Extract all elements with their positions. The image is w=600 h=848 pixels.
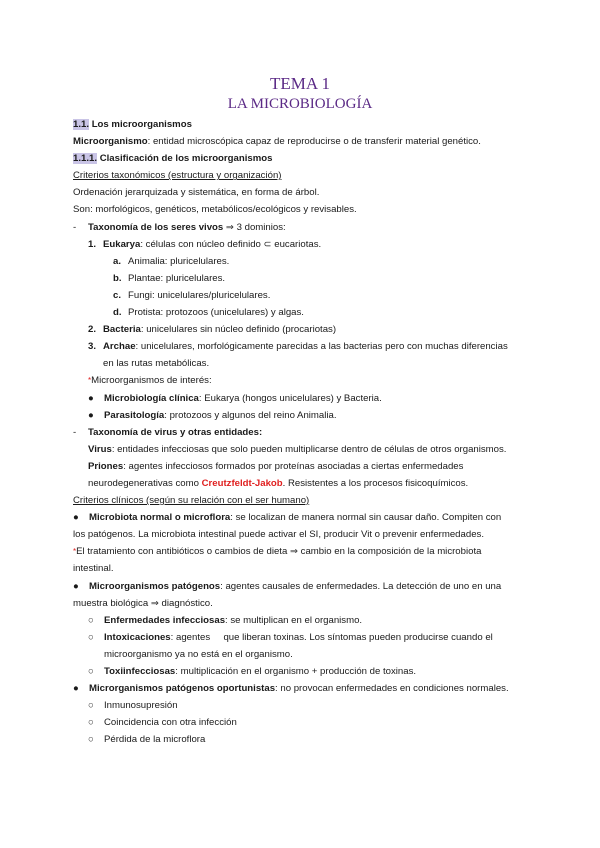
bullet-icon: ● [88,409,94,421]
sub-bullet-item: ○ Inmunosupresión [73,697,533,714]
interest-heading: *Microorganismos de interés: [88,375,212,387]
bullet-item-oportunistas: ● Microrganismos patógenos oportunistas: no provocan enfermedades en condiciones normales. [73,680,533,697]
circle-bullet-icon: ○ [88,631,94,643]
sub-item: b. Plantae: pluricelulares. [113,272,226,284]
bullet-item-patogenos: ● Microorganismos patógenos: agentes causales de enfermedades. La detección de uno en una [73,578,533,595]
bullet-item-microbiota: ● Microbiota normal o microflora: se localizan de manera normal sin causar daño. Compiten con [73,509,533,526]
sub-bullet-item: ○ Enfermedades infecciosas: se multiplican en el organismo. [73,612,533,629]
note-line: *El tratamiento con antibióticos o cambios de dieta ⇒ cambio en la composición de la microbiota [73,546,482,558]
page-subtitle: LA MICROBIOLOGÍA [227,96,373,112]
bullet-icon: ● [73,580,79,592]
continuation-line: microorganismo ya no está en el organismo. [104,648,293,660]
section-number: 1.1.1. [73,153,98,165]
bullet-icon: ● [73,512,79,524]
sub-item: d. Protista: protozoos (unicelulares) y algas. [113,307,304,319]
continuation-line: intestinal. [73,563,114,575]
bullet-icon: ● [88,392,94,404]
document-body [73,116,533,748]
circle-bullet-icon: ○ [88,734,94,746]
circle-bullet-icon: ○ [88,700,94,712]
circle-bullet-icon: ○ [88,717,94,729]
numbered-item-archae: 3. Archae: unicelulares, morfológicamente parecidas a las bacterias pero con muchas diferencias [88,341,508,353]
bullet-item: ● Microbiología clínica: Eukarya (hongos unicelulares) y Bacteria. [73,390,533,407]
continuation-line: muestra biológica ⇒ diagnóstico. [73,597,213,609]
section-heading-1-1-1: 1.1.1. Clasificación de los microorganismos [73,153,273,165]
numbered-item-bacteria: 2. Bacteria: unicelulares sin núcleo definido (procariotas) [88,324,337,336]
sub-bullet-item: ○ Pérdida de la microflora [73,731,533,748]
continuation-line: los patógenos. La microbiota intestinal puede activar el SI, producir Vit o prevenir enfermedades. [73,529,484,541]
section-heading-1-1: 1.1. Los microorganismos [73,119,192,130]
sub-bullet-item: ○ Coincidencia con otra infección [73,714,533,731]
sub-bullet-item: ○ Intoxicaciones: agentes que liberan toxinas. Los síntomas pueden producirse cuando el [73,629,533,646]
circle-bullet-icon: ○ [88,614,94,626]
definition-line: Microorganismo: entidad microscópica capaz de reproducirse o de transferir material genético. [73,136,481,148]
criteria-taxonomic-heading: Criterios taxonómicos (estructura y organización) [73,170,282,182]
priones-line: Priones: agentes infecciosos formados por proteínas asociadas a ciertas enfermedades [88,460,464,472]
section-number: 1.1. [73,119,90,130]
dash-item-taxonomia-virus: - Taxonomía de virus y otras entidades: [73,426,263,438]
circle-bullet-icon: ○ [88,666,94,677]
dash-item-taxonomia-seres: - Taxonomía de los seres vivos ⇒ 3 dominios: [73,221,286,233]
priones-continuation: neurodegenerativas como Creutzfeldt-Jakob. Resistentes a los procesos fisicoquímicos. [88,477,469,489]
sub-item: a. Animalia: pluricelulares. [113,255,230,267]
virus-line: Virus: entidades infecciosas que solo pueden multiplicarse dentro de células de otros organismos. [88,443,507,455]
sub-item: c. Fungi: unicelulares/pluricelulares. [113,289,271,301]
numbered-item-eukarya: 1. Eukarya: células con núcleo definido ⊂ eucariotas. [88,238,322,250]
bullet-item: ● Parasitología: protozoos y algunos del reino Animalia. [73,407,533,424]
bullet-icon: ● [73,683,79,695]
page-title: TEMA 1 [270,74,330,93]
criteria-clinical-heading: Criterios clínicos (según su relación con el ser humano) [73,495,310,507]
highlight-red-term: Creutzfeldt-Jakob [201,477,283,489]
sub-bullet-item: ○ Toxiinfecciosas: multiplicación en el organismo + producción de toxinas. [73,663,533,680]
paragraph: Son: morfológicos, genéticos, metabólicos/ecológicos y revisables. [73,204,357,216]
paragraph: Ordenación jerarquizada y sistemática, en forma de árbol. [73,187,320,199]
continuation-line: en las rutas metabólicas. [103,358,210,370]
